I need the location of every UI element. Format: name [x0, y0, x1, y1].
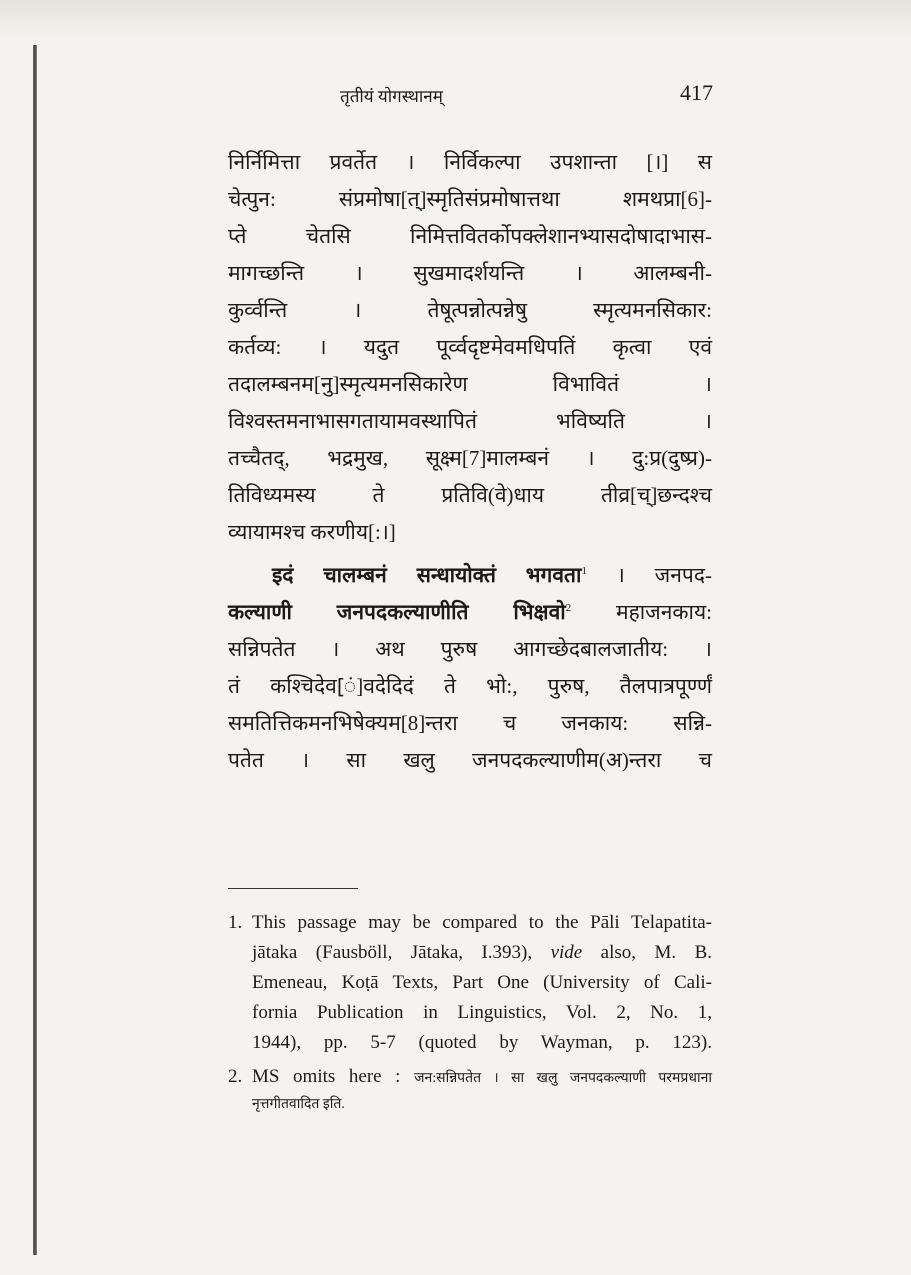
text-line: तिविध्यमस्य ते प्रतिवि(वे)धाय तीव्र[च्]छन्दश्च: [228, 483, 712, 507]
footnote-line: [252, 1062, 712, 1092]
text-line: मागच्छन्ति । सुखमादर्शयन्ति । आलम्बनी-: [228, 261, 712, 285]
text-line: समतित्तिकमनभिषेक्यम[8]न्तरा च जनकाय: सन्नि-: [228, 711, 712, 735]
text-span: jātaka (Fausböll, Jātaka, I.393),: [252, 942, 533, 963]
footnote-2: [228, 1062, 712, 1118]
footnote-line: [252, 938, 712, 968]
text-span: MS omits here :: [252, 1066, 401, 1087]
footnote-number: 2.: [228, 1066, 243, 1087]
footnote-line: fornia Publication in Linguistics, Vol. 2, No. 1,: [252, 1002, 712, 1023]
text-line: प्ते चेतसि निमित्तवितर्कोपक्लेशानभ्यासदोषादाभास-: [228, 224, 712, 248]
text-line: कर्तव्य: । यदुत पूर्व्वदृष्टमेवमधिपतिं कृत्वा एवं: [228, 335, 712, 359]
footnotes: [228, 908, 712, 1118]
footnote-ref-1[interactable]: 1: [581, 565, 587, 577]
footnote-ref-2[interactable]: 2: [565, 602, 572, 614]
bold-text: कल्याणी जनपदकल्याणीति भिक्षवो: [228, 600, 566, 624]
text-line: [228, 594, 712, 631]
text-line: पतेत । सा खलु जनपदकल्याणीम(अ)न्तरा च: [228, 748, 712, 772]
page-number: 417: [680, 80, 713, 105]
bold-text: इदं चालम्बनं सन्धायोक्तं भगवता: [272, 563, 582, 587]
text-span: also, M. B.: [600, 942, 712, 963]
running-header: तृतीयं योगस्थानम्: [340, 87, 443, 106]
main-text: [228, 144, 712, 779]
text-line: व्यायामश्च करणीय[:।]: [228, 520, 396, 544]
text-line: कुर्व्वन्ति । तेषूत्पन्नोत्पन्नेषु स्मृत्यमनसिकार:: [228, 298, 712, 322]
footnote-line: Emeneau, Koṭā Texts, Part One (University of Cali-: [252, 972, 712, 993]
text-line: निर्निमित्ता प्रवर्तेत । निर्विकल्पा उपशान्ता [।] स: [228, 150, 712, 174]
text-line: [228, 557, 712, 594]
footnote-line: नृत्तगीतवादित इति.: [252, 1097, 345, 1112]
text-line: तं कश्चिदेव[ं]वदेदिदं ते भो:, पुरुष, तैलपात्रपूर्ण्णं: [228, 674, 712, 698]
scan-top-edge: [0, 0, 911, 40]
text-span: महाजनकाय:: [571, 600, 713, 624]
footnote-1: [228, 908, 712, 1058]
footnote-rule: [228, 888, 358, 889]
book-binding-shadow: [33, 45, 37, 1255]
text-line: चेत्पुन: संप्रमोषा[त्]स्मृतिसंप्रमोषात्तथा शमथप्रा[6]-: [228, 187, 712, 211]
footnote-line: 1944), pp. 5-7 (quoted by Wayman, p. 123).: [252, 1032, 712, 1053]
text-span: । जनपद-: [586, 563, 712, 587]
footnote-number: 1.: [228, 912, 243, 933]
text-line: सन्निपतेत । अथ पुरुष आगच्छेदबालजातीय: ।: [228, 637, 712, 661]
text-line: तच्चैतद्, भद्रमुख, सूक्ष्म[7]मालम्बनं । दु:प्र(दुष्प्र)-: [228, 446, 712, 470]
italic-text: vide: [550, 942, 583, 963]
devanagari-text: जन:सन्निपतेत । सा खलु जनपदकल्याणी परमप्रधाना: [414, 1071, 712, 1086]
text-line: विश्वस्तमनाभासगतायामवस्थापितं भविष्यति ।: [228, 409, 712, 433]
text-line: तदालम्बनम[नु]स्मृत्यमनसिकारेण विभावितं ।: [228, 372, 712, 396]
footnote-line: This passage may be compared to the Pāli Telapatita-: [252, 912, 712, 933]
